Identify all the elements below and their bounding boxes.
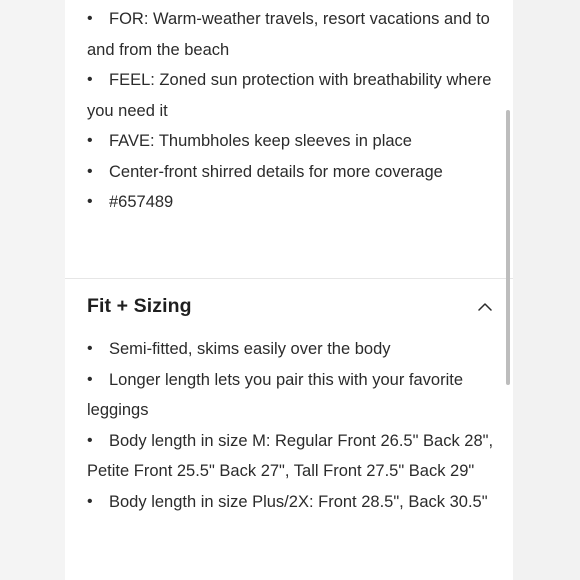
scrollbar-thumb[interactable] xyxy=(506,110,510,385)
chevron-up-icon[interactable] xyxy=(477,298,493,314)
fit-sizing-list xyxy=(65,334,495,517)
list-item-text: #657489 xyxy=(109,193,174,211)
list-item-text: Center-front shirred details for more coverage xyxy=(109,162,443,181)
fit-sizing-accordion-header[interactable] xyxy=(87,290,493,322)
list-item-text: Body length in size M: Regular Front 26.5" Back 28", Petite Front 25.5" Back 27", Tall Front 27.5" Back 29" xyxy=(87,431,494,480)
product-details-panel xyxy=(65,0,513,580)
list-item-text: FAVE: Thumbholes keep sleeves in place xyxy=(109,132,412,150)
list-item xyxy=(65,365,495,426)
list-item-text: Semi-fitted, skims easily over the body xyxy=(109,340,391,358)
list-item xyxy=(65,334,495,365)
page-background-right xyxy=(513,0,580,580)
list-item xyxy=(65,126,495,157)
list-item-text: FEEL: Zoned sun protection with breathability where you need it xyxy=(87,71,492,120)
section-divider xyxy=(65,278,513,279)
list-item xyxy=(65,487,495,518)
section-title: Fit + Sizing xyxy=(87,294,192,317)
list-item xyxy=(65,4,495,65)
features-list xyxy=(65,4,495,218)
list-item-text: Body length in size Plus/2X: Front 28.5", Back 30.5" xyxy=(109,492,488,511)
list-item xyxy=(65,157,495,188)
list-item-text: Longer length lets you pair this with your favorite leggings xyxy=(87,370,464,419)
list-item xyxy=(65,65,495,126)
list-item-text: FOR: Warm-weather travels, resort vacations and to and from the beach xyxy=(87,10,490,59)
list-item xyxy=(65,426,495,487)
list-item xyxy=(65,187,495,218)
